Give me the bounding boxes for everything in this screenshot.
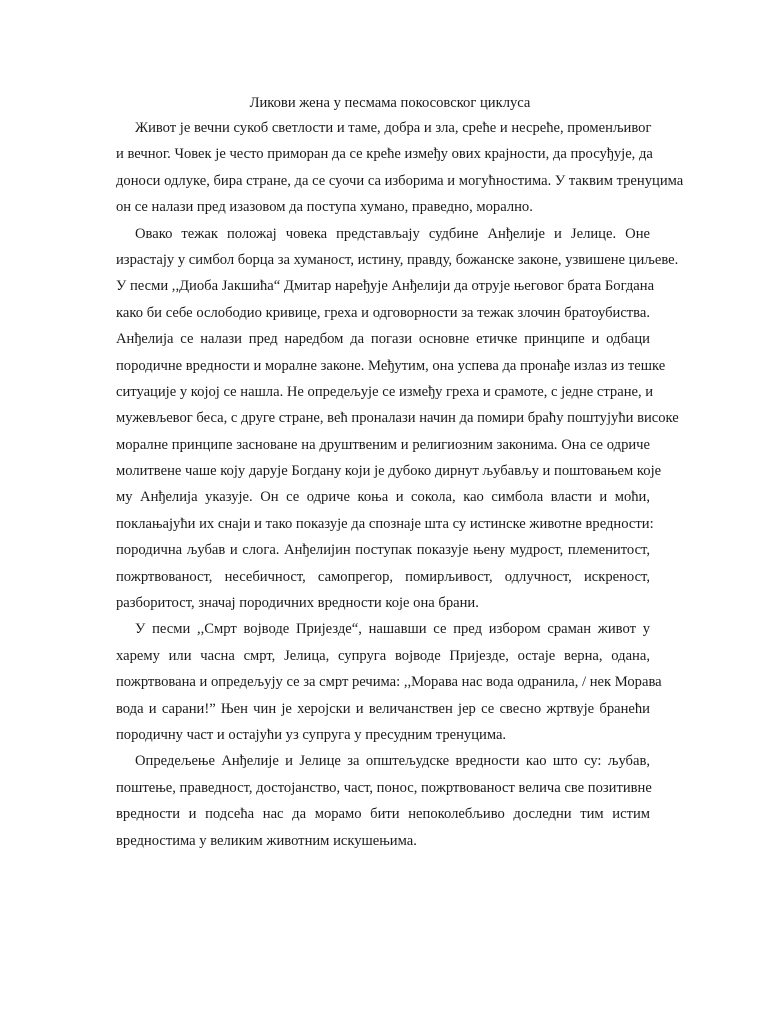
paragraph-line: У песми ,,Смрт војводе Пријезде“, нашавши се пред избором сраман живот у [135,621,650,638]
paragraph [116,115,684,221]
paragraph-line: Живот је вечни сукоб светлости и таме, добра и зла, среће и несреће, променљивог [135,120,652,136]
paragraph-line: моралне принципе засноване на друштвеним и религиозним законима. Она се одриче [116,436,650,453]
paragraph-line: ситуације у којој се нашла. Не опредељује се између греха и срамоте, с једне стране, и [116,383,654,400]
document-paragraphs [116,115,684,854]
paragraph-line: пожртвованост, несебичност, самопрегор, помирљивост, одлучност, искреност, [116,568,650,585]
paragraph [116,616,662,748]
paragraph-line: мужевљевог беса, с друге стране, већ проналази начин да помири браћу поштујући високе [116,410,679,427]
paragraph-line: породичну част и остајући уз супруга у пресудним тренуцима. [116,726,507,743]
paragraph-line: поштење, праведност, достојанство, част, понос, пожртвованост велича све позитивне [116,779,652,796]
document-title: Ликови жена у песмама покосовског циклуса [249,95,531,111]
paragraph-line: харему или часна смрт, Јелица, супруга војводе Пријезде, остаје верна, одана, [116,647,650,664]
paragraph-line: и вечног. Човек је често приморан да се креће између ових крајности, да просуђује, да [116,146,653,163]
paragraph-line: породична љубав и слога. Анђелијин поступак показује њену мудрост, племенитост, [116,542,650,559]
paragraph-line: разборитост, значај породичних вредности које она брани. [116,595,479,612]
paragraph-line: му Анђелија указује. Он се одриче коња и сокола, као симбола власти и моћи, [116,489,650,506]
paragraph [116,748,650,854]
paragraph-line: поклањајући их снаји и тако показује да спознаје шта су истинске животне вредности: [116,515,654,532]
paragraph-line: Овако тежак положај човека представљају судбине Анђелије и Јелице. Оне [135,225,650,242]
paragraph-line: молитвене чаше коју дарује Богдану који је дубоко дирнут љубављу и поштовањем које [116,463,662,480]
paragraph-line: израстају у симбол борца за хуманост, истину, правду, божанске законе, узвишене циљеве. [116,251,679,268]
paragraph-line: доноси одлуке, бира стране, да се суочи са изборима и могућностима. У таквим тренуцима [116,172,684,189]
paragraph-line: Опредељење Анђелије и Јелице за општељудске вредности као што су: љубав, [135,753,650,770]
document-body [116,93,684,854]
paragraph-line: У песми ,,Диоба Јакшића“ Дмитар наређује Анђелији да отрује његовог брата Богдана [116,278,655,295]
paragraph-line: вредности и подсећа нас да морамо бити непоколебљиво доследни тим истим [116,806,650,823]
paragraph-line: породичне вредности и моралне законе. Међутим, она успева да пронађе излаз из тешке [116,357,666,374]
paragraph-line: пожртвована и опредељују се за смрт речима: ,,Морава нас вода одранила, / нек Морава [116,674,662,691]
paragraph-line: како би себе ослободио кривице, греха и одговорности за тежак злочин братоубиства. [116,304,650,321]
paragraph-line: Анђелија се налази пред наредбом да погази основне етичке принципе и одбаци [116,331,650,348]
paragraph [116,221,679,617]
paragraph-line: вода и сарани!” Њен чин је херојски и величанствен јер се свесно жртвује бранећи [116,700,650,717]
paragraph-line: вредностима у великим животним искушењима. [116,832,417,849]
paragraph-line: он се налази пред изазовом да поступа хумано, праведно, морално. [116,199,533,216]
